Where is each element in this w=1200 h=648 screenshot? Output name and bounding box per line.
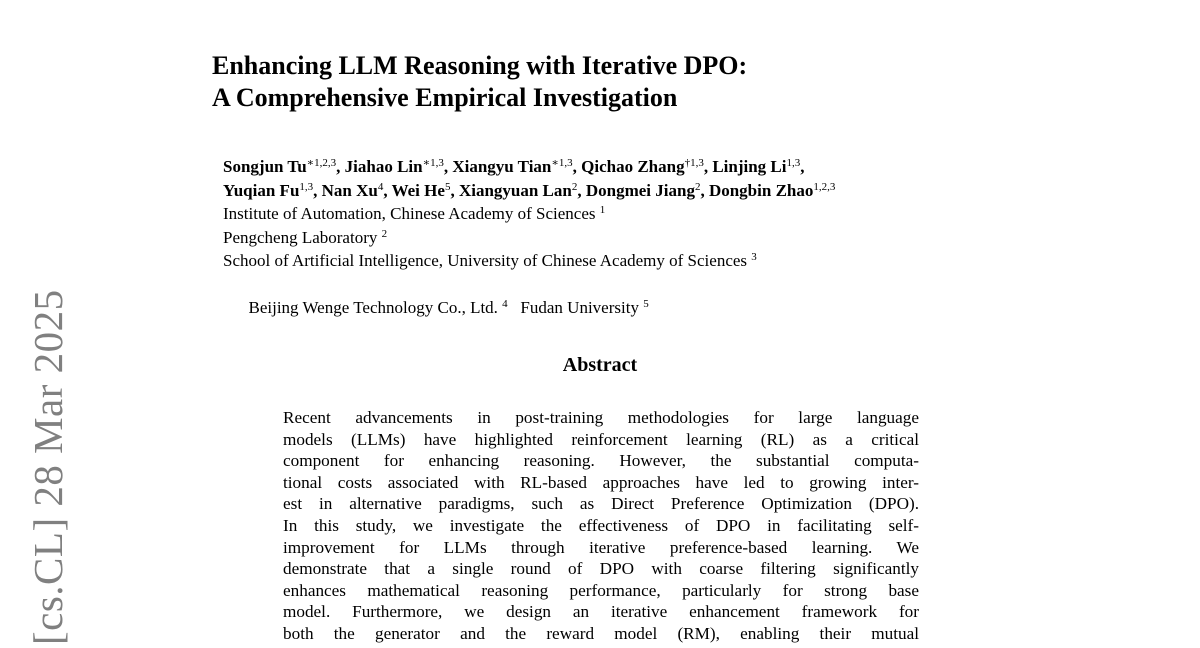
paper-title — [212, 50, 747, 114]
affiliation-text: Fudan University — [507, 298, 644, 317]
title-line-2: A Comprehensive Empirical Investigation — [212, 83, 678, 112]
author-separator: , — [572, 157, 582, 176]
abstract-line: tional costs associated with RL-based approaches have led to growing inter- — [283, 472, 919, 492]
affiliation-text: Beijing Wenge Technology Co., Ltd. — [248, 298, 503, 317]
affiliation-mark: 5 — [643, 298, 649, 310]
abstract-line: both the generator and the reward model (RM), enabling their mutual — [283, 623, 919, 643]
author-affil-mark: 1,3 — [299, 180, 314, 193]
abstract-line: enhances mathematical reasoning performance, particularly for strong base — [283, 580, 919, 600]
author-separator: , — [450, 180, 459, 200]
author-line-1 — [223, 155, 835, 179]
author-name: Wei He — [391, 180, 445, 200]
author-name: Xiangyu Tian — [452, 157, 552, 176]
author-affil-mark: 1,2,3 — [813, 180, 836, 193]
author-affil-mark: 2 — [571, 180, 578, 193]
abstract-line: models (LLMs) have highlighted reinforcement learning (RL) as a critical — [283, 429, 919, 449]
author-affil-mark: 4 — [377, 180, 384, 193]
title-line-1: Enhancing LLM Reasoning with Iterative DPO: — [212, 51, 748, 80]
author-affil-mark: ∗1,3 — [551, 157, 573, 169]
affiliation-text: Pengcheng Laboratory — [223, 227, 382, 247]
author-affil-mark: 2 — [694, 180, 701, 193]
affiliation-mark: 2 — [381, 227, 388, 240]
author-affil-mark: 5 — [444, 180, 451, 193]
author-separator: , — [313, 180, 322, 200]
abstract-line: component for enhancing reasoning. However, the substantial computa- — [283, 451, 919, 471]
author-name: Jiahao Lin — [344, 157, 423, 176]
author-separator: , — [577, 180, 586, 200]
affiliation-mark: 4 — [502, 298, 508, 310]
author-name: Dongmei Jiang — [585, 180, 695, 200]
affiliation-text: School of Artificial Intelligence, University of Chinese Academy of Sciences — [223, 251, 752, 270]
author-separator: , — [800, 157, 805, 176]
affiliation-text: Institute of Automation, Chinese Academy of Sciences — [223, 204, 600, 223]
affiliation-line — [223, 273, 835, 344]
author-affil-mark: ∗1,2,3 — [306, 157, 337, 169]
author-affil-mark: ∗1,3 — [422, 157, 444, 169]
arxiv-stamp-text: [cs.CL] 28 Mar 2025 — [25, 289, 71, 645]
affiliation-mark: 1 — [599, 204, 606, 216]
author-affil-mark: †1,3 — [684, 157, 704, 169]
author-separator: , — [443, 157, 453, 176]
abstract-body — [283, 407, 919, 645]
author-separator: , — [703, 157, 713, 176]
author-separator: , — [336, 157, 345, 176]
affiliation-mark: 3 — [751, 251, 757, 263]
abstract-line: improvement for LLMs through iterative preference-based learning. We — [283, 537, 919, 557]
author-affil-mark: 1,3 — [786, 157, 801, 169]
affiliation-line — [223, 202, 835, 226]
affiliation-line — [223, 249, 835, 273]
author-line-2 — [223, 179, 835, 203]
author-name: Yuqian Fu — [223, 180, 300, 200]
author-name: Nan Xu — [321, 180, 378, 200]
abstract-line: est in alternative paradigms, such as Direct Preference Optimization (DPO). — [283, 494, 919, 514]
author-separator: , — [700, 180, 709, 200]
affiliation-line — [223, 226, 835, 250]
abstract-line: model. Furthermore, we design an iterative enhancement framework for — [283, 602, 919, 622]
author-name: Xiangyuan Lan — [458, 180, 572, 200]
author-name: Qichao Zhang — [581, 157, 685, 176]
author-name: Songjun Tu — [223, 157, 307, 176]
author-block — [223, 155, 835, 343]
author-separator: , — [383, 180, 392, 200]
abstract-line: In this study, we investigate the effectiveness of DPO in facilitating self- — [283, 515, 919, 535]
abstract-line: demonstrate that a single round of DPO with coarse filtering significantly — [283, 559, 919, 579]
author-name: Linjing Li — [712, 157, 787, 176]
abstract-heading: Abstract — [562, 354, 638, 376]
author-name: Dongbin Zhao — [708, 180, 814, 200]
abstract-line: Recent advancements in post-training methodologies for large language — [283, 408, 919, 427]
